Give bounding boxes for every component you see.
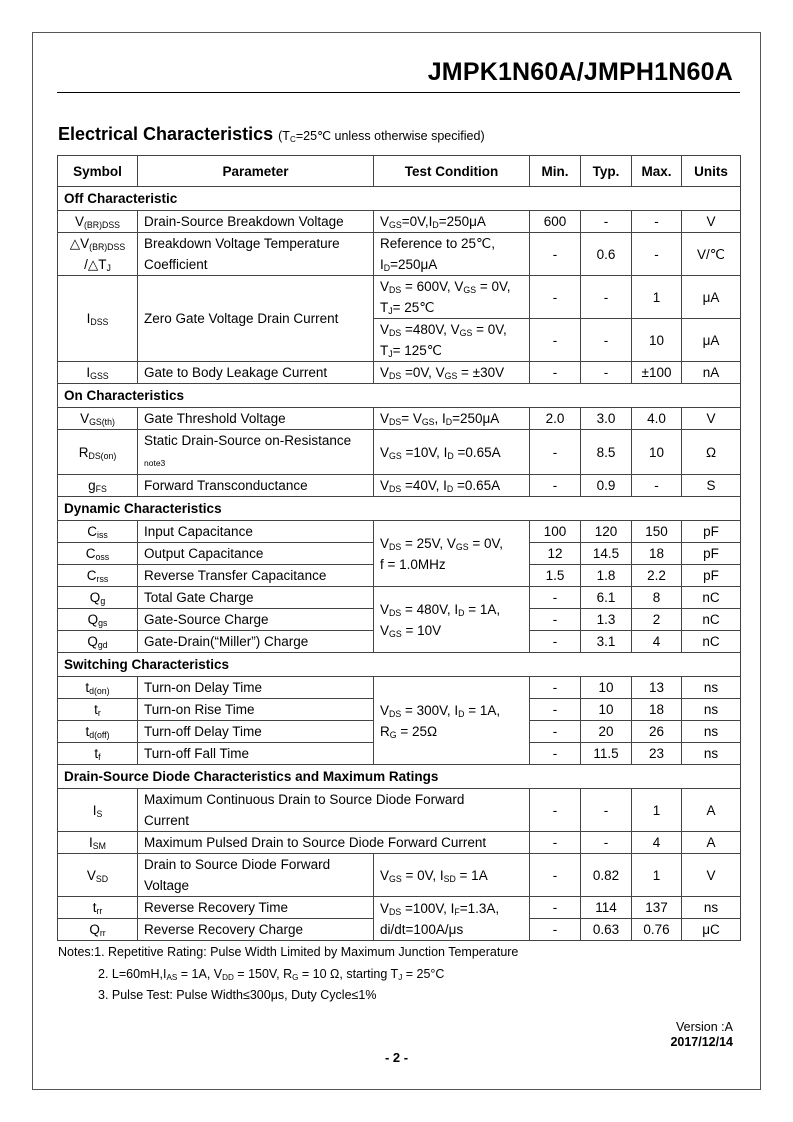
typ-cell: 1.3 xyxy=(581,609,632,631)
min-cell: - xyxy=(530,789,581,832)
max-cell: 2.2 xyxy=(632,565,682,587)
parameter-cell: Gate-Drain(“Miller”) Charge xyxy=(138,631,374,653)
symbol-cell: $Q_g$ xyxy=(58,587,138,609)
unit-cell: μA xyxy=(682,319,741,362)
symbol-cell: $t_{d(on)}$ xyxy=(58,677,138,699)
note-1: Notes:1. Repetitive Rating: Pulse Width Limited by Maximum Junction Temperature xyxy=(58,945,519,959)
typ-cell: 0.63 xyxy=(581,919,632,941)
condition-cell: $V_{DS} = 25V$, $V_{GS} = 0V$, f = 1.0MHz xyxy=(374,521,530,587)
symbol-cell: $t_r$ xyxy=(58,699,138,721)
max-cell: 10 xyxy=(632,319,682,362)
min-cell: - xyxy=(530,854,581,897)
unit-cell: ns xyxy=(682,743,741,765)
condition-cell: $V_{GS} =10V$, $I_D =0.65A$ xyxy=(374,430,530,475)
max-cell: 8 xyxy=(632,587,682,609)
table-header-row xyxy=(58,156,741,187)
title-rule xyxy=(57,92,740,93)
typ-cell: 6.1 xyxy=(581,587,632,609)
symbol-cell: $I_{SM}$ xyxy=(58,832,138,854)
section-condition: ($T_C=25℃$ unless otherwise specified) xyxy=(278,129,485,145)
table-row xyxy=(58,276,741,319)
max-cell: 13 xyxy=(632,677,682,699)
parameter-cell: Maximum Pulsed Drain to Source Diode Forward Current xyxy=(138,832,530,854)
symbol-cell: $I_{DSS}$ xyxy=(58,276,138,362)
min-cell: - xyxy=(530,276,581,319)
unit-cell: V xyxy=(682,854,741,897)
unit-cell: V xyxy=(682,408,741,430)
symbol-cell: $I_{GSS}$ xyxy=(58,362,138,384)
table-row xyxy=(58,430,741,475)
table-row xyxy=(58,211,741,233)
date-label: 2017/12/14 xyxy=(670,1035,733,1049)
parameter-cell: Gate Threshold Voltage xyxy=(138,408,374,430)
typ-cell: 114 xyxy=(581,897,632,919)
parameter-cell: Turn-on Rise Time xyxy=(138,699,374,721)
group-row xyxy=(58,187,741,211)
unit-cell: pF xyxy=(682,565,741,587)
group-row xyxy=(58,384,741,408)
parameter-cell: Static Drain-Source on-Resistance note3 xyxy=(138,430,374,475)
group-row xyxy=(58,765,741,789)
max-cell: 4 xyxy=(632,832,682,854)
unit-cell: nC xyxy=(682,609,741,631)
header-symbol: Symbol xyxy=(58,156,138,187)
min-cell: 2.0 xyxy=(530,408,581,430)
header-test-condition: Test Condition xyxy=(374,156,530,187)
max-cell: 1 xyxy=(632,854,682,897)
typ-cell: 1.8 xyxy=(581,565,632,587)
unit-cell: nC xyxy=(682,587,741,609)
table-row xyxy=(58,408,741,430)
min-cell: - xyxy=(530,609,581,631)
condition-cell: $V_{DS} = 600V$, $V_{GS} = 0V$, $T_J=$ 25℃ xyxy=(374,276,530,319)
min-cell: - xyxy=(530,832,581,854)
min-cell: - xyxy=(530,362,581,384)
condition-cell: $V_{DS} = 480V$, $I_D = 1A$, $V_{GS} = 10V$ xyxy=(374,587,530,653)
typ-cell: 14.5 xyxy=(581,543,632,565)
max-cell: 26 xyxy=(632,721,682,743)
electrical-characteristics-table xyxy=(57,155,741,941)
unit-cell: pF xyxy=(682,543,741,565)
min-cell: - xyxy=(530,897,581,919)
condition-cell: $V_{DS} =0V$, $V_{GS} = \pm 30V$ xyxy=(374,362,530,384)
typ-cell: 3.1 xyxy=(581,631,632,653)
unit-cell: V/℃ xyxy=(682,233,741,276)
parameter-cell: Output Capacitance xyxy=(138,543,374,565)
group-switching: Switching Characteristics xyxy=(58,653,741,677)
group-dynamic: Dynamic Characteristics xyxy=(58,497,741,521)
header-parameter: Parameter xyxy=(138,156,374,187)
version-label: Version :A xyxy=(676,1020,733,1034)
part-number-title: JMPK1N60A/JMPH1N60A xyxy=(427,58,733,86)
min-cell: 100 xyxy=(530,521,581,543)
symbol-cell: $V_{(BR)DSS}$ xyxy=(58,211,138,233)
symbol-cell: $R_{DS(on)}$ xyxy=(58,430,138,475)
max-cell: 23 xyxy=(632,743,682,765)
symbol-cell: $Q_{gs}$ xyxy=(58,609,138,631)
parameter-cell: Gate to Body Leakage Current xyxy=(138,362,374,384)
unit-cell: nA xyxy=(682,362,741,384)
symbol-cell: $t_{rr}$ xyxy=(58,897,138,919)
symbol-cell: $V_{SD}$ xyxy=(58,854,138,897)
min-cell: - xyxy=(530,631,581,653)
unit-cell: μA xyxy=(682,276,741,319)
table-row xyxy=(58,854,741,897)
typ-cell: - xyxy=(581,362,632,384)
min-cell: - xyxy=(530,233,581,276)
max-cell: 4 xyxy=(632,631,682,653)
condition-cell: $V_{DS} =40V$, $I_D =0.65A$ xyxy=(374,475,530,497)
note-3: 3. Pulse Test: Pulse Width≤300μs, Duty Cycle≤1% xyxy=(98,988,377,1002)
typ-cell: 10 xyxy=(581,677,632,699)
parameter-cell: Zero Gate Voltage Drain Current xyxy=(138,276,374,362)
unit-cell: nC xyxy=(682,631,741,653)
max-cell: 4.0 xyxy=(632,408,682,430)
min-cell: - xyxy=(530,677,581,699)
min-cell: - xyxy=(530,587,581,609)
table-row xyxy=(58,677,741,699)
unit-cell: ns xyxy=(682,699,741,721)
min-cell: - xyxy=(530,919,581,941)
unit-cell: ns xyxy=(682,897,741,919)
header-units: Units xyxy=(682,156,741,187)
parameter-cell: Reverse Recovery Time xyxy=(138,897,374,919)
section-title: Electrical Characteristics xyxy=(58,124,274,144)
section-heading xyxy=(58,124,485,145)
max-cell: 10 xyxy=(632,430,682,475)
symbol-cell: $C_{oss}$ xyxy=(58,543,138,565)
typ-cell: - xyxy=(581,276,632,319)
typ-cell: - xyxy=(581,319,632,362)
min-cell: - xyxy=(530,743,581,765)
parameter-cell: Gate-Source Charge xyxy=(138,609,374,631)
group-row xyxy=(58,497,741,521)
condition-cell: $V_{GS}=0V,I_D=250\mu A$ xyxy=(374,211,530,233)
unit-cell: pF xyxy=(682,521,741,543)
parameter-cell: Total Gate Charge xyxy=(138,587,374,609)
unit-cell: A xyxy=(682,832,741,854)
max-cell: 1 xyxy=(632,276,682,319)
typ-cell: 0.6 xyxy=(581,233,632,276)
unit-cell: A xyxy=(682,789,741,832)
table-row xyxy=(58,362,741,384)
symbol-cell: $I_S$ xyxy=(58,789,138,832)
unit-cell: Ω xyxy=(682,430,741,475)
parameter-cell: Maximum Continuous Drain to Source Diode Forward Current xyxy=(138,789,530,832)
page-number: - 2 - xyxy=(384,1050,409,1065)
typ-cell: 10 xyxy=(581,699,632,721)
header-min: Min. xyxy=(530,156,581,187)
max-cell: 18 xyxy=(632,699,682,721)
symbol-cell: $g_{FS}$ xyxy=(58,475,138,497)
table-row xyxy=(58,832,741,854)
condition-cell: $V_{DS}= V_{GS}$, $I_D=250\mu A$ xyxy=(374,408,530,430)
typ-cell: 11.5 xyxy=(581,743,632,765)
symbol-cell: $Q_{gd}$ xyxy=(58,631,138,653)
typ-cell: - xyxy=(581,832,632,854)
table-row xyxy=(58,521,741,543)
note-reference: note3 xyxy=(144,458,166,468)
header-max: Max. xyxy=(632,156,682,187)
symbol-cell: $\triangle V_{(BR)DSS}$ $/\triangle T_J$ xyxy=(58,233,138,276)
max-cell: 1 xyxy=(632,789,682,832)
unit-cell: V xyxy=(682,211,741,233)
typ-cell: 8.5 xyxy=(581,430,632,475)
max-cell: 2 xyxy=(632,609,682,631)
condition-cell: $V_{DS} =480V$, $V_{GS} = 0V$, $T_J=$ 125℃ xyxy=(374,319,530,362)
min-cell: 1.5 xyxy=(530,565,581,587)
group-diode: Drain-Source Diode Characteristics and Maximum Ratings xyxy=(58,765,741,789)
condition-cell: $V_{DS} = 300V$, $I_D = 1A$, $R_G = 25\Omega$ xyxy=(374,677,530,765)
note-2: 2. $L=60mH,I_{AS} = 1A$, $V_{DD} = 150V$, $R_G = 10$ Ω, starting $T_J = 25^\circ C$ xyxy=(98,966,445,982)
parameter-cell: Drain to Source Diode Forward Voltage xyxy=(138,854,374,897)
parameter-cell: Forward Transconductance xyxy=(138,475,374,497)
parameter-cell: Drain-Source Breakdown Voltage xyxy=(138,211,374,233)
condition-cell: Reference to 25℃, $I_D=250\mu A$ xyxy=(374,233,530,276)
table-row xyxy=(58,897,741,919)
parameter-cell: Turn-off Delay Time xyxy=(138,721,374,743)
condition-cell: $V_{GS} = 0V$, $I_{SD} = 1A$ xyxy=(374,854,530,897)
notes xyxy=(58,942,518,1007)
symbol-cell: $t_f$ xyxy=(58,743,138,765)
group-on: On Characteristics xyxy=(58,384,741,408)
parameter-cell: Turn-on Delay Time xyxy=(138,677,374,699)
max-cell: - xyxy=(632,233,682,276)
min-cell: 12 xyxy=(530,543,581,565)
table-row xyxy=(58,789,741,832)
max-cell: - xyxy=(632,475,682,497)
typ-cell: 0.82 xyxy=(581,854,632,897)
symbol-cell: $V_{GS(th)}$ xyxy=(58,408,138,430)
max-cell: 18 xyxy=(632,543,682,565)
typ-cell: 0.9 xyxy=(581,475,632,497)
typ-cell: - xyxy=(581,211,632,233)
parameter-cell: Breakdown Voltage Temperature Coefficient xyxy=(138,233,374,276)
max-cell: ±100 xyxy=(632,362,682,384)
table-row xyxy=(58,587,741,609)
typ-cell: 20 xyxy=(581,721,632,743)
parameter-cell: Reverse Recovery Charge xyxy=(138,919,374,941)
unit-cell: S xyxy=(682,475,741,497)
symbol-cell: $C_{iss}$ xyxy=(58,521,138,543)
unit-cell: μC xyxy=(682,919,741,941)
max-cell: 150 xyxy=(632,521,682,543)
table-row xyxy=(58,475,741,497)
min-cell: 600 xyxy=(530,211,581,233)
parameter-cell: Reverse Transfer Capacitance xyxy=(138,565,374,587)
typ-cell: 120 xyxy=(581,521,632,543)
unit-cell: ns xyxy=(682,677,741,699)
header-typ: Typ. xyxy=(581,156,632,187)
max-cell: 137 xyxy=(632,897,682,919)
unit-cell: ns xyxy=(682,721,741,743)
typ-cell: - xyxy=(581,789,632,832)
min-cell: - xyxy=(530,699,581,721)
max-cell: - xyxy=(632,211,682,233)
condition-cell: $V_{DS} =100V$, $I_F=1.3A$, di/dt=100A/μs xyxy=(374,897,530,941)
symbol-cell: $Q_{rr}$ xyxy=(58,919,138,941)
parameter-cell: Turn-off Fall Time xyxy=(138,743,374,765)
min-cell: - xyxy=(530,319,581,362)
typ-cell: 3.0 xyxy=(581,408,632,430)
group-row xyxy=(58,653,741,677)
max-cell: 0.76 xyxy=(632,919,682,941)
min-cell: - xyxy=(530,475,581,497)
group-off: Off Characteristic xyxy=(58,187,741,211)
table-row xyxy=(58,233,741,276)
parameter-cell: Input Capacitance xyxy=(138,521,374,543)
symbol-cell: $C_{rss}$ xyxy=(58,565,138,587)
min-cell: - xyxy=(530,430,581,475)
min-cell: - xyxy=(530,721,581,743)
symbol-cell: $t_{d(off)}$ xyxy=(58,721,138,743)
